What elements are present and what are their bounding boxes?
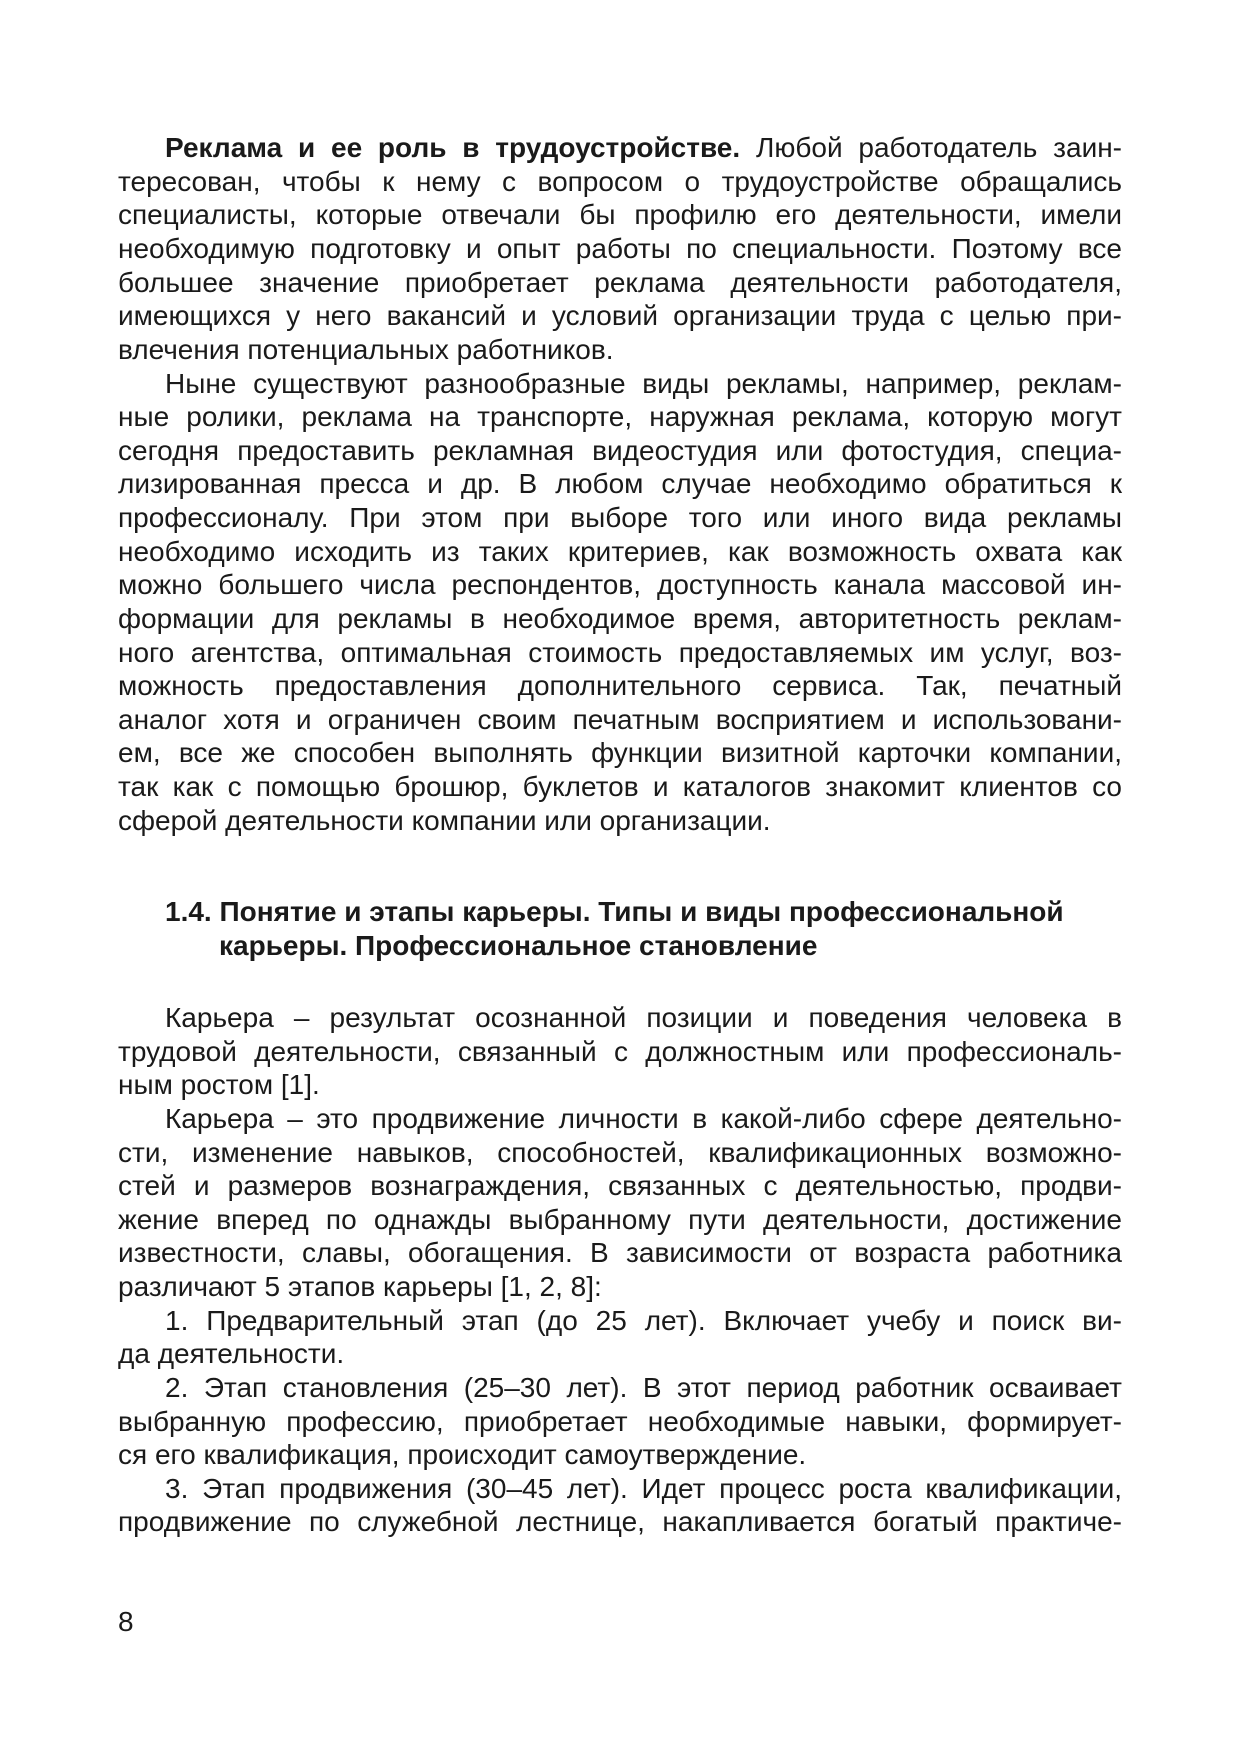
paragraph-2-line-5: профессионалу. При этом при выборе того или иного вида рекламы: [118, 502, 1122, 533]
paragraph-1-line-3: специалисты, которые отвечали бы профилю его деятельности, имели: [118, 199, 1122, 230]
paragraph-2-line-1: Ныне существуют разнообразные виды рекламы, например, реклам-: [165, 368, 1122, 399]
paragraph-2-line-3: сегодня предоставить рекламная видеостудия или фотостудия, специа-: [118, 435, 1122, 466]
paragraph-2-line-12: ем, все же способен выполнять функции визитной карточки компании,: [118, 737, 1122, 768]
list-item-2-line-3: ся его квалификация, происходит самоутверждение.: [118, 1439, 807, 1470]
list-item-2-line-2: выбранную профессию, приобретает необходимые навыки, формирует-: [118, 1406, 1122, 1437]
paragraph-1-line-1: [165, 131, 1122, 165]
paragraph-1-line-4: необходимую подготовку и опыт работы по специальности. Поэтому все: [118, 233, 1122, 264]
paragraph-1-line-7: влечения потенциальных работников.: [118, 334, 614, 365]
list-item-1-line-2: да деятельности.: [118, 1338, 345, 1369]
paragraph-2-line-13: так как с помощью брошюр, буклетов и каталогов знакомит клиентов со: [118, 771, 1122, 802]
paragraph-3-line-2: трудовой деятельности, связанный с должностным или профессиональ-: [118, 1036, 1122, 1067]
paragraph-3-line-1: Карьера – результат осознанной позиции и поведения человека в: [165, 1002, 1122, 1033]
section-heading-line-1: 1.4. Понятие и этапы карьеры. Типы и виды профессиональной: [165, 896, 1064, 927]
paragraph-4-line-6: различают 5 этапов карьеры [1, 2, 8]:: [118, 1271, 602, 1302]
paragraph-4-line-5: известности, славы, обогащения. В зависимости от возраста работника: [118, 1237, 1122, 1268]
paragraph-1-lead: Реклама и ее роль в трудоустройстве.: [165, 132, 741, 163]
paragraph-2-line-8: формации для рекламы в необходимое время, авторитетность реклам-: [118, 603, 1122, 634]
paragraph-4-line-1: Карьера – это продвижение личности в какой-либо сфере деятельно-: [165, 1103, 1122, 1134]
list-item-3-line-2: продвижение по служебной лестнице, накапливается богатый практиче-: [118, 1506, 1122, 1537]
list-item-2-line-1: 2. Этап становления (25–30 лет). В этот период работник осваивает: [165, 1372, 1122, 1403]
paragraph-2-line-7: можно большего числа респондентов, доступность канала массовой ин-: [118, 569, 1122, 600]
list-item-3-line-1: 3. Этап продвижения (30–45 лет). Идет процесс роста квалификации,: [165, 1473, 1122, 1504]
paragraph-4-line-2: сти, изменение навыков, способностей, квалификационных возможно-: [118, 1137, 1122, 1168]
paragraph-2-line-11: аналог хотя и ограничен своим печатным восприятием и использовани-: [118, 704, 1122, 735]
paragraph-4-line-3: стей и размеров вознаграждения, связанных с деятельностью, продви-: [118, 1170, 1122, 1201]
paragraph-2-line-14: сферой деятельности компании или организации.: [118, 805, 771, 836]
paragraph-2-line-2: ные ролики, реклама на транспорте, наружная реклама, которую могут: [118, 401, 1122, 432]
paragraph-1-line-6: имеющихся у него вакансий и условий организации труда с целью при-: [118, 300, 1122, 331]
paragraph-2-line-6: необходимо исходить из таких критериев, как возможность охвата как: [118, 536, 1122, 567]
page-number: 8: [118, 1606, 134, 1637]
paragraph-2-line-4: лизированная пресса и др. В любом случае необходимо обратиться к: [118, 468, 1122, 499]
paragraph-1-line-2: тересован, чтобы к нему с вопросом о трудоустройстве обращались: [118, 166, 1122, 197]
paragraph-1-line-1-text: Любой работодатель заин-: [740, 132, 1122, 163]
paragraph-4-line-4: жение вперед по однажды выбранному пути деятельности, достижение: [118, 1204, 1122, 1235]
section-heading-line-2: карьеры. Профессиональное становление: [219, 930, 818, 961]
paragraph-3-line-3: ным ростом [1].: [118, 1069, 320, 1100]
paragraph-2-line-10: можность предоставления дополнительного сервиса. Так, печатный: [118, 670, 1122, 701]
paragraph-1-line-5: большее значение приобретает реклама деятельности работодателя,: [118, 267, 1122, 298]
list-item-1-line-1: 1. Предварительный этап (до 25 лет). Включает учебу и поиск ви-: [165, 1305, 1122, 1336]
paragraph-2-line-9: ного агентства, оптимальная стоимость предоставляемых им услуг, воз-: [118, 637, 1122, 668]
